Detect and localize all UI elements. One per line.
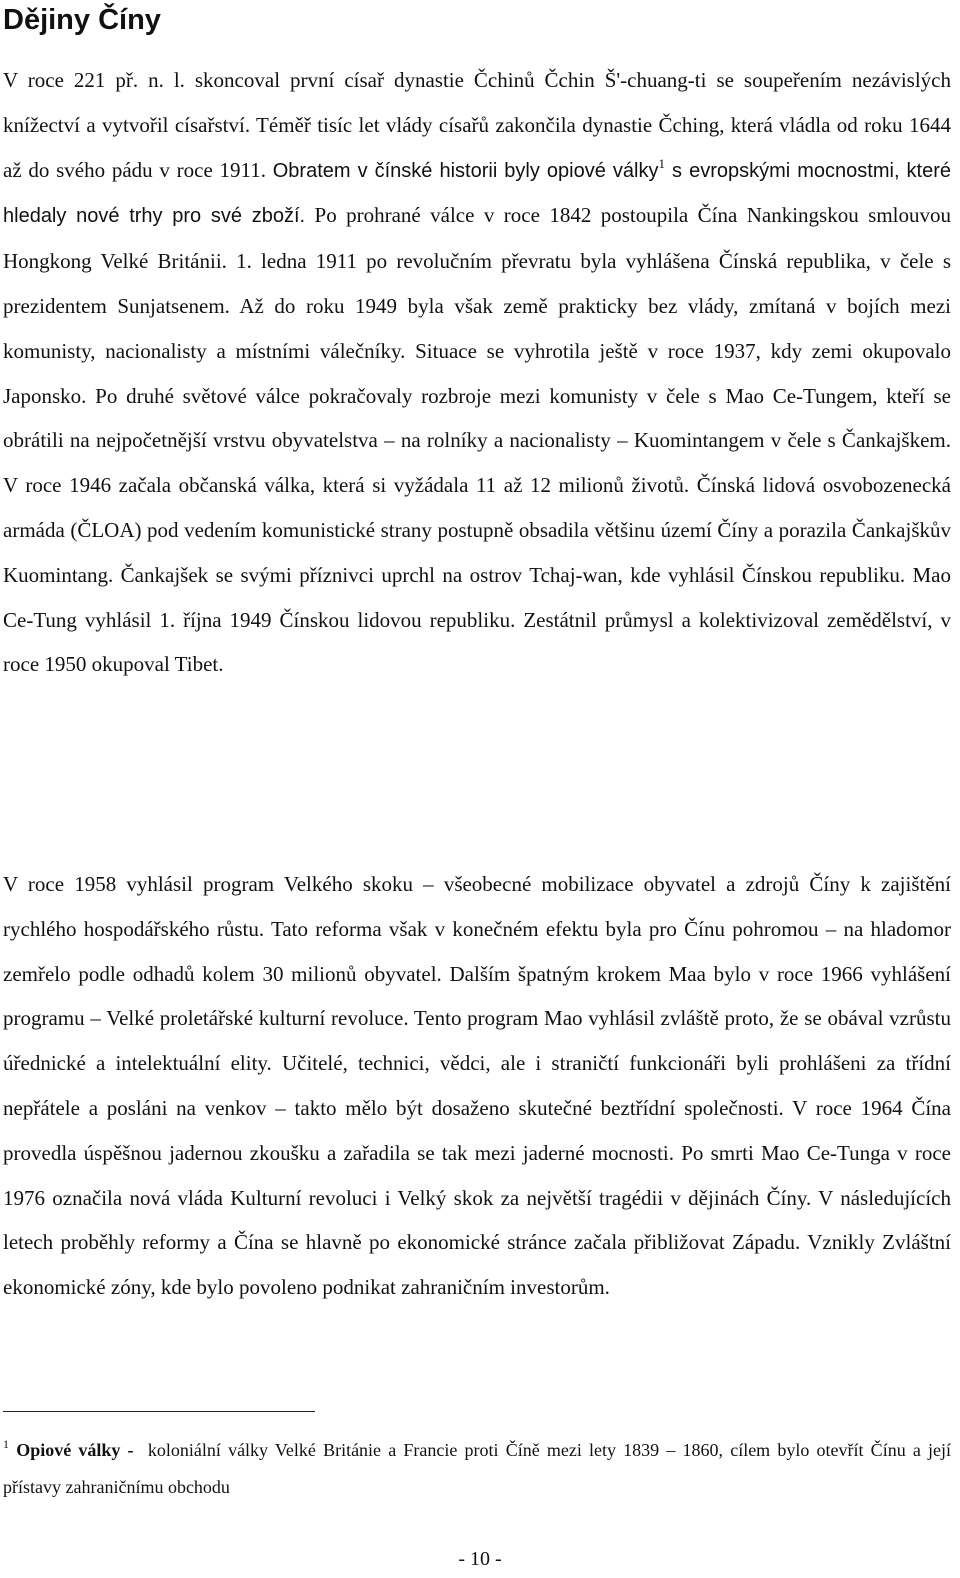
paragraph1-text-b: Obratem v čínské historii byly opiové války xyxy=(272,159,659,182)
footnote-reference-marker[interactable]: 1 xyxy=(658,155,665,171)
page-title: Dějiny Číny xyxy=(3,4,161,36)
footnote xyxy=(3,1432,951,1506)
footnote-separator xyxy=(3,1411,315,1412)
paragraph-history-overview xyxy=(3,58,951,687)
paragraph-great-leap-forward: V roce 1958 vyhlásil program Velkého skoku – všeobecné mobilizace obyvatel a zdrojů Číny k zajištění rychlého hospodářského růstu. Tato reforma však v konečném efektu byla pro Čínu pohromou – na hladomor zemřelo podle odhadů kolem 30 milionů obyvatel. Dalším špatným krokem Maa bylo v roce 1966 vyhlášení programu – Velké proletářské kulturní revoluce. Tento program Mao vyhlásil zvláště proto, že se obával vzrůstu úřednické a intelektuální elity. Učitelé, technici, vědci, ale i straničtí funkcionáři byli prohlášeni za třídní nepřátele a posláni na venkov – takto mělo být dosaženo skutečné beztřídní společnosti. V roce 1964 Čína provedla úspěšnou jadernou zkoušku a zařadila se tak mezi jaderné mocnosti. Po smrti Mao Ce-Tunga v roce 1976 označila nová vláda Kulturní revoluci i Velký skok za největší tragédii v dějinách Číny. V následujících letech proběhly reformy a Čína se hlavně po ekonomické stránce začala přibližovat Západu. Vznikly Zvláštní ekonomické zóny, kde bylo povoleno podnikat zahraničním investorům. xyxy=(3,872,951,1300)
footnote-text: koloniální války Velké Británie a Francie proti Číně mezi lety 1839 – 1860, cílem bylo otevřít Čínu a její přístavy zahraničnímu obchodu xyxy=(3,1440,952,1497)
footnote-term: Opiové války - xyxy=(16,1440,134,1460)
footnote-marker: 1 xyxy=(3,1437,9,1451)
paragraph1-text-a: V roce 221 př. n. l. skoncoval první císař dynastie Čchinů Čchin Š'-chuang-ti se soupeřením nezávislých knížectví a vytvořil císařství. Téměř tisíc let vlády císařů zakončila dynastie Čching, která vládla od roku 1644 až do svého pádu v roce 1911. xyxy=(3,68,951,182)
page-number: - 10 - xyxy=(458,1548,502,1570)
paragraph1-text-c: s evropskými mocnostmi, které hledaly nové trhy pro své zboží. xyxy=(3,159,952,228)
paragraph1-text-d: Po prohrané válce v roce 1842 postoupila Čína Nankingskou smlouvou Hongkong Velké Británii. 1. ledna 1911 po revolučním převratu byla vyhlášena Čínská republika, v čele s prezidentem Sunjatsenem. Až do roku 1949 byla však země prakticky bez vlády, zmítaná v bojích mezi komunisty, nacionalisty a místními válečníky. Situace se vyhrotila ještě v roce 1937, kdy zemi okupovalo Japonsko. Po druhé světové válce pokračovaly rozbroje mezi komunisty v čele s Mao Ce-Tungem, kteří se obrátili na nejpočetnější vrstvu obyvatelstva – na rolníky a nacionalisty – Kuomintangem v čele s Čankajškem. V roce 1946 začala občanská válka, která si vyžádala 11 až 12 milionů životů. Čínská lidová osvobozenecká armáda (ČLOA) pod vedením komunistické strany postupně obsadila většinu území Číny a porazila Čankajškův Kuomintang. Čankajšek se svými příznivci uprchl na ostrov Tchaj-wan, kde vyhlásil Čínskou republiku. Mao Ce-Tung vyhlásil 1. října 1949 Čínskou lidovou republiku. Zestátnil průmysl a kolektivizoval zemědělství, v roce 1950 okupoval Tibet. xyxy=(3,203,951,677)
